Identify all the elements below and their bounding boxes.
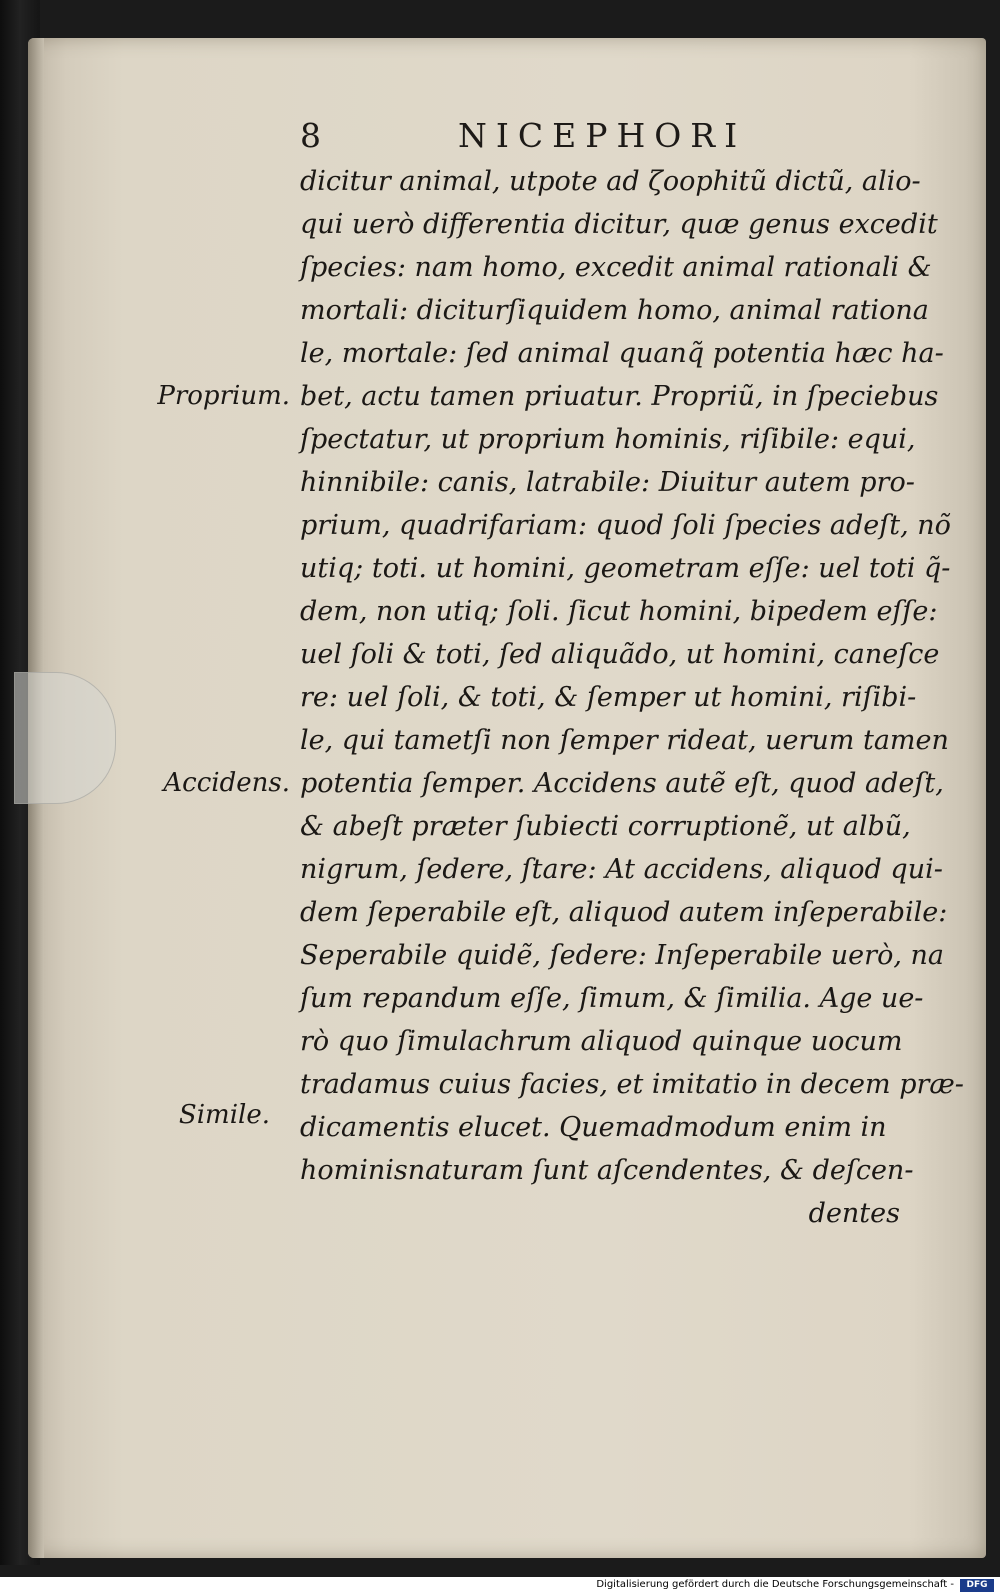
text-line: uel ſoli & toti, ſed aliquãdo, ut homini, caneſce — [300, 639, 940, 670]
text-line: ſpecies: nam homo, excedit animal rationali & — [300, 252, 932, 283]
text-line: prium, quadrifariam: quod ſoli ſpecies adeſt, nõ — [300, 510, 951, 541]
text-line: hinnibile: canis, latrabile: Diuitur autem pro- — [300, 467, 915, 498]
text-line: mortali: diciturſiquidem homo, animal rationa — [300, 295, 929, 326]
text-line: ſpectatur, ut proprium hominis, riſibile: equi, — [300, 424, 916, 455]
text-line-catchword: dentes — [808, 1198, 900, 1229]
margin-note-proprium: Proprium. — [157, 381, 290, 411]
text-line: dicitur animal, utpote ad ζoophitũ dictũ, alio- — [300, 166, 921, 197]
text-line: bet, actu tamen priuatur. Propriũ, in ſpeciebus — [300, 381, 939, 412]
text-line: qui uerò differentia dicitur, quæ genus excedit — [300, 209, 938, 240]
text-line: re: uel ſoli, & toti, & ſemper ut homini, riſibi- — [300, 682, 917, 713]
text-line: rò quo ſimulachrum aliquod quinque uocum — [300, 1026, 903, 1057]
margin-note-accidens: Accidens. — [163, 768, 290, 798]
text-line: potentia ſemper. Accidens autẽ eſt, quod adeſt, — [300, 768, 944, 799]
page-header — [300, 116, 920, 160]
text-line: dicamentis elucet. Quemadmodum enim in — [300, 1112, 887, 1143]
text-line: Seperabile quidẽ, ſedere: Inſeperabile uerò, na — [300, 940, 944, 971]
text-line: le, qui tametſi non ſemper rideat, uerum tamen — [300, 725, 949, 756]
text-line: dem ſeperabile eſt, aliquod autem inſeperabile: — [300, 897, 948, 928]
text-line: nigrum, ſedere, ſtare: At accidens, aliquod qui- — [300, 854, 943, 885]
text-line: ſum repandum eſſe, ſimum, & ſimilia. Age ue- — [300, 983, 924, 1014]
page-number: 8 — [300, 116, 330, 155]
dfg-logo: DFG — [960, 1579, 994, 1592]
text-line: hominisnaturam ſunt aſcendentes, & deſcen- — [300, 1155, 914, 1186]
text-line: tradamus cuius facies, et imitatio in decem præ- — [300, 1069, 964, 1100]
margin-note-simile: Simile. — [178, 1100, 270, 1130]
footer-credit: Digitalisierung gefördert durch die Deutsche Forschungsgemeinschaft - — [596, 1579, 954, 1590]
text-line: dem, non utiq; ſoli. ſicut homini, bipedem eſſe: — [300, 596, 938, 627]
text-line: & abeſt præter ſubiecti corruptionẽ, ut albũ, — [300, 811, 911, 842]
body-text — [300, 160, 964, 1235]
text-line: utiq; toti. ut homini, geometram eſſe: uel toti q̃- — [300, 553, 951, 584]
text-line: le, mortale: ſed animal quanq̃ potentia hæc ha- — [300, 338, 944, 369]
running-head: NICEPHORI — [458, 116, 747, 155]
